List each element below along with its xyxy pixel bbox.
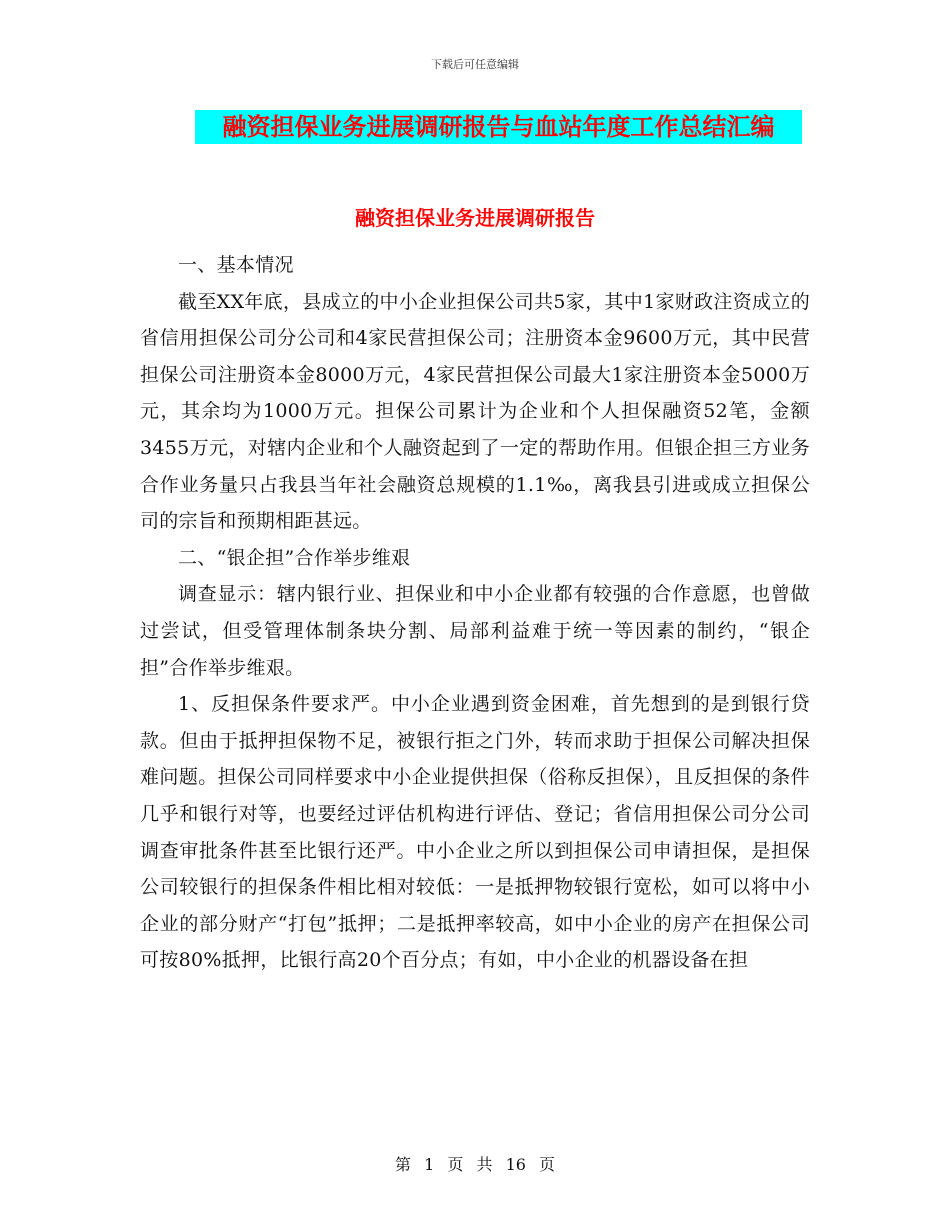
footer-mid1: 页 <box>447 1155 464 1174</box>
document-main-title: 融资担保业务进展调研报告与血站年度工作总结汇编 <box>195 110 802 144</box>
report-title: 融资担保业务进展调研报告 <box>355 206 595 230</box>
paragraph-survey: 调查显示：辖内银行业、担保业和中小企业都有较强的合作意愿，也曾做过尝试，但受管理体制条块分割、局部利益难于统一等因素的制约，“银企担”合作举步维艰。 <box>140 583 810 679</box>
section-heading-cooperation: 二、“银企担”合作举步维艰 <box>178 546 411 569</box>
section-heading-basic-situation: 一、基本情况 <box>178 254 294 276</box>
footer-mid2: 共 <box>476 1155 493 1174</box>
footer-prefix: 第 <box>394 1155 411 1174</box>
paragraph-basic-situation: 截至XX年底，县成立的中小企业担保公司共5家，其中1家财政注资成立的省信用担保公司分公司和4家民营担保公司；注册资本金9600万元，其中民营担保公司注册资本金8000万元，4家民营担保公司最大1家注册资本金5000万元，其余均为1000万元。担保公司累计为企业和个人担保融资52笔，金额3455万元，对辖内企业和个人融资起到了一定的帮助作用。但银企担三方业务合作业务量只占我县当年社会融资总规模的1.1‰，离我县引进或成立担保公司的宗旨和预期相距甚远。 <box>140 290 810 533</box>
current-page-number: 1 <box>424 1155 435 1174</box>
page-footer <box>0 1152 950 1175</box>
paragraph-counter-guarantee: 1、反担保条件要求严。中小企业遇到资金困难，首先想到的是到银行贷款。但由于抵押担保物不足，被银行拒之门外，转而求助于担保公司解决担保难问题。担保公司同样要求中小企业提供担保（俗称反担保），且反担保的条件几乎和银行对等，也要经过评估机构进行评估、登记；省信用担保公司分公司调查审批条件甚至比银行还严。中小企业之所以到担保公司申请担保，是担保公司较银行的担保条件相比相对较低：一是抵押物较银行宽松，如可以将中小企业的部分财产“打包”抵押；二是抵押率较高，如中小企业的房产在担保公司可按80%抵押，比银行高20个百分点；有如，中小企业的机器设备在担 <box>140 693 810 972</box>
report-body <box>140 247 810 979</box>
footer-suffix: 页 <box>539 1155 556 1174</box>
total-pages-number: 16 <box>505 1155 526 1174</box>
header-note: 下载后可任意编辑 <box>431 58 519 71</box>
